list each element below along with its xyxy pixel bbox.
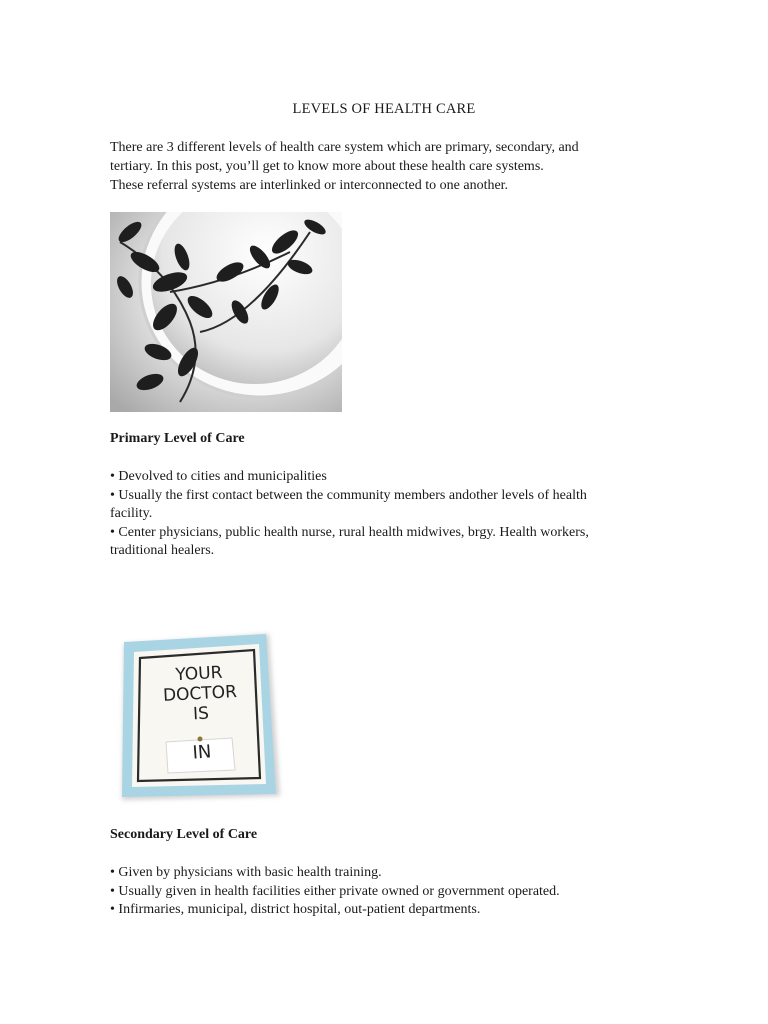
intro-line: tertiary. In this post, you’ll get to know more about these health care systems. — [110, 159, 544, 174]
document-title: LEVELS OF HEALTH CARE — [292, 101, 476, 117]
intro-line: These referral systems are interlinked or interconnected to one another. — [110, 178, 509, 193]
herb-bowl-photo — [110, 212, 342, 412]
list-item: traditional healers. — [110, 543, 215, 558]
list-item: facility. — [110, 506, 153, 521]
list-item: • Given by physicians with basic health training. — [110, 865, 382, 880]
secondary-bullet-list — [110, 864, 655, 920]
doctor-sign-photo — [114, 630, 286, 805]
secondary-heading: Secondary Level of Care — [110, 827, 258, 842]
list-item: • Devolved to cities and municipalities — [110, 469, 327, 484]
sign-card-text: IN — [191, 741, 213, 764]
sign-line: IS — [192, 703, 210, 725]
intro-line: There are 3 different levels of health care system which are primary, secondary, and — [110, 140, 579, 155]
primary-heading: Primary Level of Care — [110, 431, 245, 446]
primary-bullet-list — [110, 468, 655, 561]
list-item: • Usually given in health facilities either private owned or government operated. — [110, 883, 560, 899]
list-item: • Usually the first contact between the community members andother levels of health — [110, 487, 587, 503]
sign-line: DOCTOR — [162, 682, 238, 706]
list-item: • Infirmaries, municipal, district hospital, out-patient departments. — [110, 902, 481, 917]
list-item: • Center physicians, public health nurse, rural health midwives, brgy. Health workers, — [110, 524, 589, 540]
sign-text — [114, 660, 286, 729]
intro-paragraph — [110, 138, 670, 195]
sign-line: YOUR — [174, 662, 223, 686]
